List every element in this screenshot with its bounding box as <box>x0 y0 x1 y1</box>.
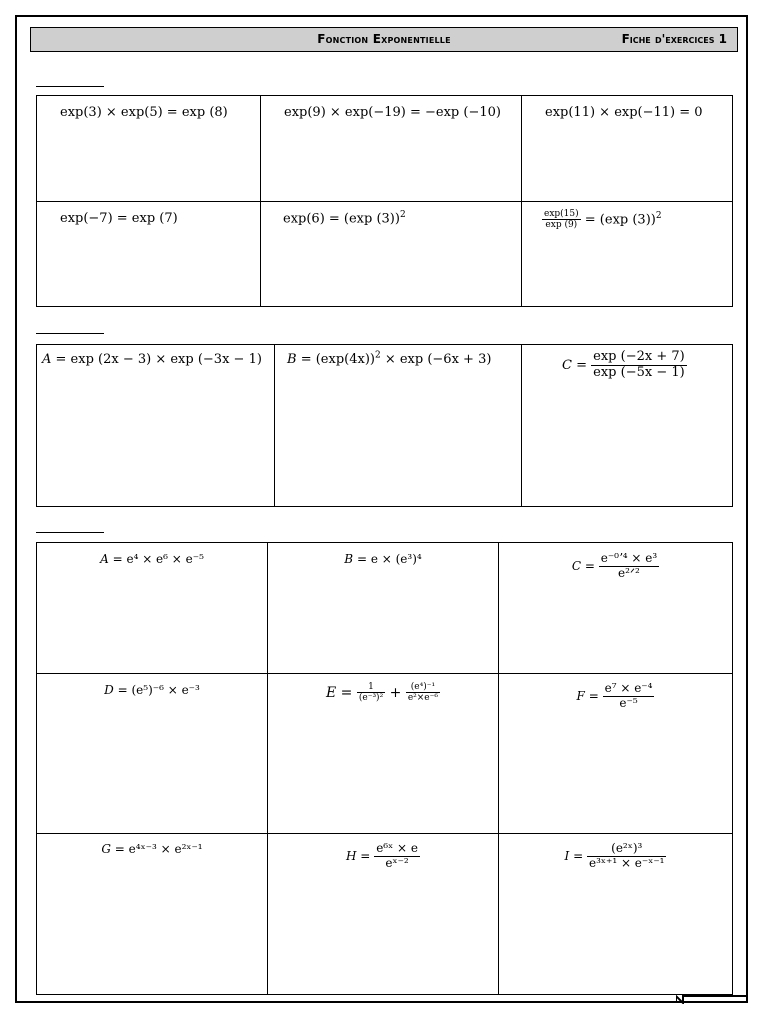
ex3-expression-A <box>37 543 267 566</box>
ex3-eq-F: = <box>588 688 599 703</box>
ex1-statement-2: exp(9) × exp(−19) = −exp (−10) <box>284 105 501 120</box>
ex3-var-C: C <box>571 558 581 573</box>
ex3-var-B: B <box>344 552 354 566</box>
ex3-expr-B: = e × (e³)⁴ <box>356 552 422 566</box>
ex3-var-G: G <box>101 842 111 856</box>
exercise-3-table <box>36 542 733 995</box>
ex2-expr-B-exponent: 2 <box>374 350 381 361</box>
ex2-cell-B <box>275 345 522 507</box>
ex1-statement-6-exponent: 2 <box>655 210 662 221</box>
ex3-expression-F <box>499 674 732 711</box>
sheet-label: Fiche d'exercices 1 <box>621 32 727 46</box>
ex3-cell-F <box>499 674 733 834</box>
page-title: Fonction Exponentielle <box>317 32 451 46</box>
ex3-expr-D: = (e⁵)⁻⁶ × e⁻³ <box>117 683 200 697</box>
ex2-cell-A <box>37 345 275 507</box>
ex3-eq-C: = <box>584 558 595 573</box>
ex3-numerator-C: e⁻⁰ʼ⁴ × e³ <box>600 551 658 565</box>
ex2-expression-A <box>42 352 262 367</box>
ex3-cell-C <box>499 543 733 674</box>
ex3-fraction-H <box>374 842 420 871</box>
page-corner-mark <box>676 994 748 1004</box>
ex3-numerator-E1: 1 <box>357 682 385 693</box>
ex2-numerator-C: exp (−2x + 7) <box>593 349 685 364</box>
exercise-2-table <box>36 344 733 507</box>
ex3-cell-B <box>268 543 499 674</box>
ex3-expr-A: = e⁴ × e⁶ × e⁻⁵ <box>112 552 204 566</box>
section-rule-2 <box>36 333 104 334</box>
ex3-cell-A <box>37 543 268 674</box>
ex3-denominator-E1: (e⁻³)² <box>358 693 384 704</box>
ex1-statement-3: exp(11) × exp(−11) = 0 <box>545 105 703 120</box>
ex3-fraction-C <box>599 552 659 581</box>
ex3-expression-B <box>268 543 498 566</box>
ex3-expression-H <box>268 834 498 871</box>
ex3-denominator-C: e²ᐟ² <box>618 565 640 580</box>
ex3-numerator-E2: (e⁴)⁻¹ <box>406 682 440 693</box>
ex3-expression-G <box>37 834 267 856</box>
ex1-cell-4 <box>37 202 261 307</box>
ex3-fraction-E1 <box>357 682 385 704</box>
ex3-numerator-H: e⁶ˣ × e <box>376 841 418 855</box>
ex1-statement-6-denominator: exp (9) <box>545 220 578 231</box>
ex1-cell-2 <box>261 96 522 202</box>
ex3-eq-E: = <box>340 684 353 701</box>
ex2-denominator-C: exp (−5x − 1) <box>593 364 685 380</box>
ex3-cell-E <box>268 674 499 834</box>
ex3-denominator-H: eˣ⁻² <box>385 855 409 870</box>
ex1-statement-6-fraction <box>542 209 581 231</box>
ex1-statement-5-base: exp(6) = (exp (3)) <box>283 211 400 227</box>
ex3-expression-D <box>37 674 267 697</box>
ex2-expr-B-pre: = (exp(4x)) <box>300 352 375 367</box>
ex2-expression-C <box>562 350 687 381</box>
ex2-expr-B-post: × exp (−6x + 3) <box>380 352 492 367</box>
ex2-var-B: B <box>287 352 297 367</box>
ex3-cell-G <box>37 834 268 995</box>
ex2-var-A: A <box>42 352 52 367</box>
ex1-cell-1 <box>37 96 261 202</box>
ex3-numerator-I: (e²ˣ)³ <box>587 842 667 857</box>
exercise-1-table <box>36 95 733 307</box>
ex3-cell-D <box>37 674 268 834</box>
ex3-plus-E: + <box>389 684 402 701</box>
ex3-var-D: D <box>104 683 114 697</box>
ex3-cell-H <box>268 834 499 995</box>
ex3-var-E: E <box>325 684 337 701</box>
ex3-expression-C <box>499 543 732 581</box>
ex1-cell-6 <box>522 202 733 307</box>
ex2-expr-A: = exp (2x − 3) × exp (−3x − 1) <box>55 352 262 367</box>
ex3-eq-I: = <box>573 848 584 863</box>
ex3-fraction-F <box>603 682 655 711</box>
ex3-var-A: A <box>100 552 109 566</box>
ex3-var-H: H <box>346 848 357 863</box>
ex3-numerator-F: e⁷ × e⁻⁴ <box>604 681 653 695</box>
ex1-cell-3 <box>522 96 733 202</box>
ex3-denominator-I: e³ˣ⁺¹ × e⁻ˣ⁻¹ <box>588 855 665 870</box>
ex1-statement-1: exp(3) × exp(5) = exp (8) <box>60 105 228 120</box>
ex2-var-C: C <box>562 357 572 373</box>
ex3-expression-E <box>268 674 498 704</box>
ex2-cell-C <box>522 345 733 507</box>
ex1-statement-6-rhs: = (exp (3)) <box>584 212 656 228</box>
ex3-var-I: I <box>564 848 570 863</box>
ex3-cell-I <box>499 834 733 995</box>
ex3-fraction-E2 <box>406 682 440 704</box>
header-bar <box>30 27 738 52</box>
ex3-eq-H: = <box>360 848 371 863</box>
ex1-statement-6 <box>542 209 662 231</box>
ex2-eq-C: = <box>576 357 587 373</box>
section-rule-1 <box>36 86 104 87</box>
ex3-denominator-F: e⁻⁵ <box>619 695 638 710</box>
ex2-fraction-C <box>591 350 687 381</box>
section-rule-3 <box>36 532 104 533</box>
ex1-statement-5 <box>283 210 406 226</box>
ex3-denominator-E2: e²×e⁻⁶ <box>407 693 438 704</box>
ex3-fraction-I <box>587 842 667 871</box>
ex3-expression-I <box>499 834 732 871</box>
ex3-var-F: F <box>576 688 585 703</box>
ex1-statement-5-exponent: 2 <box>399 210 406 220</box>
ex3-expr-G: = e⁴ˣ⁻³ × e²ˣ⁻¹ <box>114 842 203 856</box>
ex2-expression-B <box>287 352 491 367</box>
ex1-statement-4: exp(−7) = exp (7) <box>60 211 178 226</box>
ex1-statement-6-numerator: exp(15) <box>544 209 579 219</box>
ex1-cell-5 <box>261 202 522 307</box>
